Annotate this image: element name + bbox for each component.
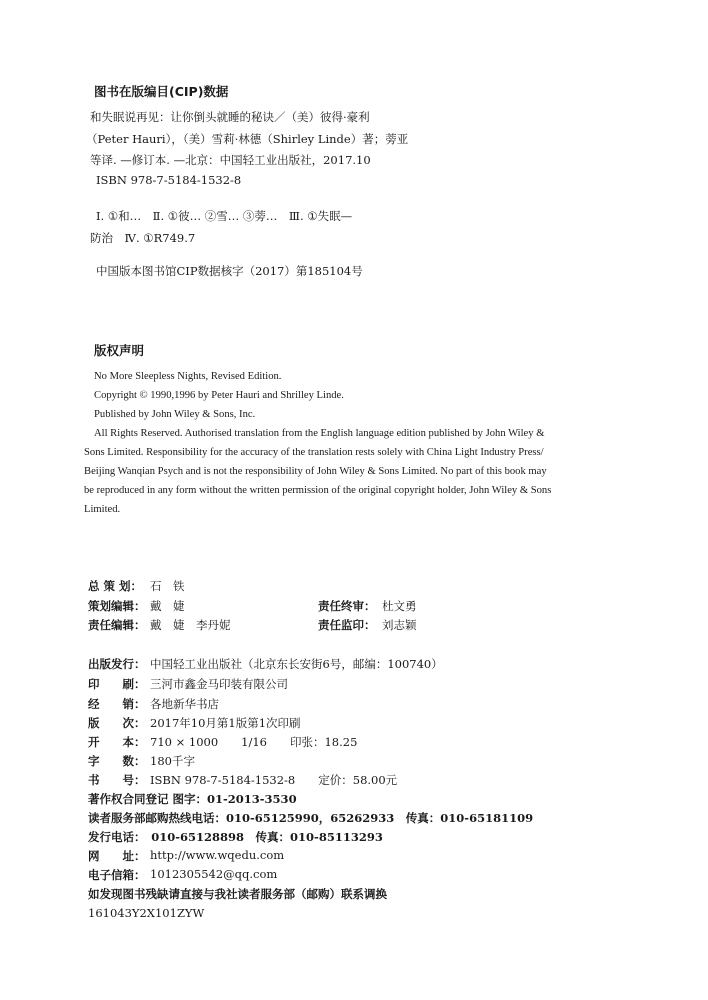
copyright-paragraph-4: be reproduced in any form without the written permission of the original copyright holder, John Wiley & Sons xyxy=(84,485,552,496)
general-planner-label: 总 策 划： xyxy=(88,579,143,593)
final-review-value: 杜文勇 xyxy=(382,599,417,613)
reader-service: 读者服务部邮购热线电话：010-65125990，65262933 传真：010-65181109 xyxy=(88,811,534,825)
notice: 如发现图书残缺请直接与我社读者服务部（邮购）联系调换 xyxy=(88,887,387,901)
cip-classification-2: 防治 Ⅳ. ①R749.7 xyxy=(90,231,196,245)
copyright-line-3: Published by John Wiley & Sons, Inc. xyxy=(94,409,256,420)
copyright-paragraph-5: Limited. xyxy=(84,504,121,515)
cip-isbn: ISBN 978-7-5184-1532-8 xyxy=(96,173,242,187)
cip-line-3: 等译. —修订本. —北京：中国轻工业出版社，2017.10 xyxy=(90,153,371,167)
website-label: 网 址： xyxy=(88,849,146,863)
cip-line-1: 和失眠说再见：让你倒头就睡的秘诀／（美）彼得·豪利 xyxy=(90,110,370,124)
format-value: 710 × 1000 1/16 印张：18.25 xyxy=(150,735,358,749)
copyright-paragraph-3: Beijing Wanqian Psych and is not the responsibility of John Wiley & Sons Limited. No part of this book may xyxy=(84,466,547,477)
cip-verification: 中国版本图书馆CIP数据核字（2017）第185104号 xyxy=(96,264,363,278)
seller-value: 各地新华书店 xyxy=(150,697,219,711)
word-count-label: 字 数： xyxy=(88,754,146,768)
general-planner-value: 石 铁 xyxy=(150,579,185,593)
copyright-paragraph-2: Sons Limited. Responsibility for the accuracy of the translation rests solely with China Light Industry Press/ xyxy=(84,447,544,458)
product-code: 161043Y2X101ZYW xyxy=(88,906,205,920)
print-supervisor-value: 刘志颖 xyxy=(382,618,417,632)
final-review-label: 责任终审： xyxy=(318,599,376,613)
copyright-line-2: Copyright © 1990,1996 by Peter Hauri and Shrilley Linde. xyxy=(94,390,344,401)
format-label: 开 本： xyxy=(88,735,146,749)
responsible-editor-value: 戴 婕 李丹妮 xyxy=(150,618,231,632)
cip-heading: 图书在版编目(CIP)数据 xyxy=(94,84,229,99)
contract-registration: 著作权合同登记 图字：01-2013-3530 xyxy=(88,792,297,806)
planning-editor-value: 戴 婕 xyxy=(150,599,185,613)
sales-phone: 发行电话： 010-65128898 传真：010-85113293 xyxy=(88,830,383,844)
distributor-label: 出版发行： xyxy=(88,657,146,671)
isbn-value: ISBN 978-7-5184-1532-8 定价：58.00元 xyxy=(150,773,398,787)
printer-value: 三河市鑫金马印装有限公司 xyxy=(150,677,288,691)
edition-label: 版 次： xyxy=(88,716,146,730)
copyright-heading: 版权声明 xyxy=(94,343,145,358)
seller-label: 经 销： xyxy=(88,697,146,711)
word-count-value: 180千字 xyxy=(150,754,195,768)
copyright-paragraph-1: All Rights Reserved. Authorised translation from the English language edition published by John Wiley & xyxy=(94,428,545,439)
print-supervisor-label: 责任监印： xyxy=(318,618,376,632)
distributor-value: 中国轻工业出版社（北京东长安街6号，邮编：100740） xyxy=(150,657,443,671)
planning-editor-label: 策划编辑： xyxy=(88,599,146,613)
edition-value: 2017年10月第1版第1次印刷 xyxy=(150,716,301,730)
printer-label: 印 刷： xyxy=(88,677,146,691)
cip-line-2: （Peter Hauri），（美）雪莉·林德（Shirley Linde）著；蒡亚 xyxy=(86,132,409,146)
email-label: 电子信箱： xyxy=(88,868,146,882)
email-value: 1012305542@qq.com xyxy=(150,867,278,881)
copyright-line-1: No More Sleepless Nights, Revised Edition. xyxy=(94,371,282,382)
website-value: http://www.wqedu.com xyxy=(150,848,285,862)
isbn-label: 书 号： xyxy=(88,773,146,787)
responsible-editor-label: 责任编辑： xyxy=(88,618,146,632)
cip-classification-1: Ⅰ. ①和… Ⅱ. ①彼… ②雪… ③蒡… Ⅲ. ①失眠— xyxy=(96,209,353,223)
